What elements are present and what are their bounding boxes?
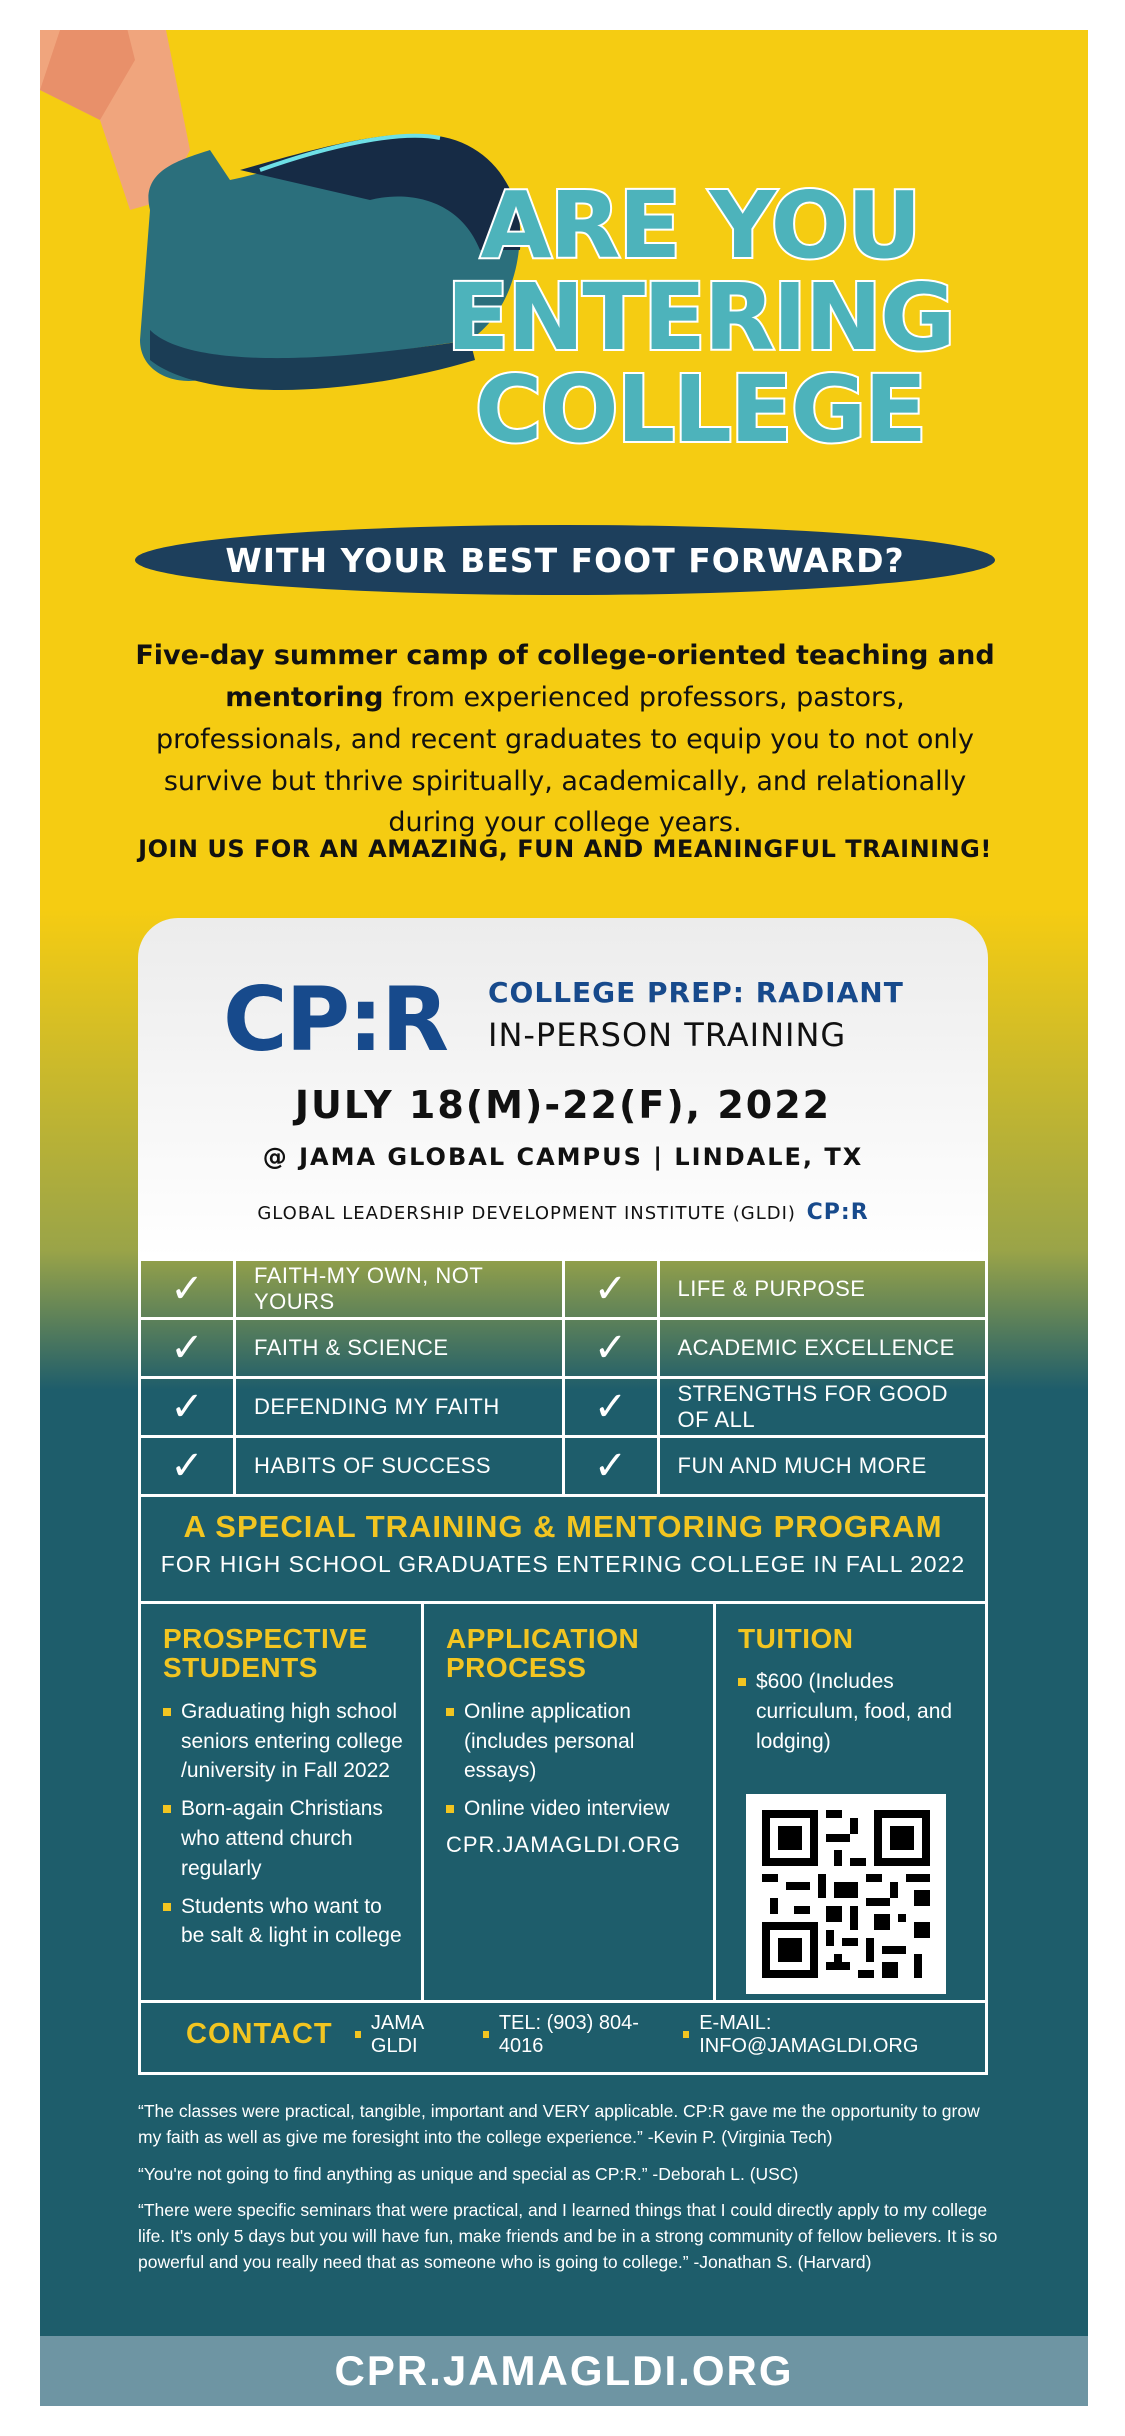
program-format: IN-PERSON TRAINING <box>488 1016 847 1054</box>
program-dates: JULY 18(M)-22(F), 2022 <box>294 1083 832 1127</box>
headline-line-1: ARE YOU <box>480 172 920 279</box>
testimonial: “There were specific seminars that were practical, and I learned things that I could directly apply to my college life. It's only 5 days but you will have fun, make friends and be in a strong community of fellow believers. It is so powerful and you really need that as someone who is going to college.” -Jonathan S. (Harvard) <box>138 2199 998 2273</box>
prospective-students-column <box>141 1604 421 2000</box>
topic-label: DEFENDING MY FAITH <box>254 1394 500 1419</box>
contact-phone[interactable]: TEL: (903) 804-4016 <box>483 2012 665 2058</box>
application-url[interactable]: CPR.JAMAGLDI.ORG <box>446 1832 681 1858</box>
list-item: Online application (includes personal essays) <box>446 1697 695 1786</box>
subheadline-text: WITH YOUR BEST FOOT FORWARD? <box>225 540 905 580</box>
list-item: Graduating high school seniors entering college /university in Fall 2022 <box>163 1697 403 1786</box>
contact-label: CONTACT <box>186 2018 333 2050</box>
topics-grid <box>138 1258 988 1497</box>
info-columns <box>138 1601 988 2003</box>
list-item: Born-again Christians who attend church regularly <box>163 1794 403 1883</box>
headline <box>370 172 1030 463</box>
list-item: $600 (Includes curriculum, food, and lodging) <box>738 1667 967 1756</box>
intro-lead: Five-day summer camp of college-oriented teaching and mentoring <box>135 640 995 713</box>
contact-bar <box>138 1997 988 2075</box>
topic-label: FAITH & SCIENCE <box>254 1335 449 1360</box>
special-title: A SPECIAL TRAINING & MENTORING PROGRAM <box>183 1509 943 1544</box>
topic-label: ACADEMIC EXCELLENCE <box>660 1320 989 1376</box>
footer-url[interactable]: CPR.JAMAGLDI.ORG <box>334 2347 794 2394</box>
list-item: Online video interview <box>446 1794 695 1824</box>
subheadline-banner <box>135 525 995 595</box>
tuition-column <box>713 1604 985 2000</box>
application-column <box>421 1604 713 2000</box>
join-callout: JOIN US FOR AN AMAZING, FUN AND MEANINGFUL TRAINING! <box>138 835 992 863</box>
tuition-title: TUITION <box>738 1623 854 1654</box>
topic-label: FAITH-MY OWN, NOT YOURS <box>254 1263 483 1314</box>
testimonial: “The classes were practical, tangible, important and VERY applicable. CP:R gave me the opportunity to grow my faith as well as give me foresight into the college experience.” -Kevin P. (Virginia Tech) <box>138 2101 980 2148</box>
check-icon: ✓ <box>562 1320 660 1376</box>
application-title: APPLICATION PROCESS <box>446 1623 640 1684</box>
topic-label: LIFE & PURPOSE <box>660 1261 989 1317</box>
check-icon: ✓ <box>562 1438 660 1494</box>
headline-line-2: ENTERING <box>446 264 954 371</box>
footer-banner <box>40 2336 1088 2406</box>
check-icon: ✓ <box>562 1261 660 1317</box>
special-program-banner <box>138 1491 988 1604</box>
check-icon: ✓ <box>138 1261 236 1317</box>
topic-label: HABITS OF SUCCESS <box>254 1453 492 1478</box>
cpr-logo: CP:R <box>223 968 448 1071</box>
poster <box>40 30 1088 2406</box>
topic-label: FUN AND MUCH MORE <box>660 1438 989 1494</box>
topic-label: STRENGTHS FOR GOOD OF ALL <box>660 1379 989 1435</box>
check-icon: ✓ <box>138 1379 236 1435</box>
organization-logo: CP:R <box>806 1200 869 1225</box>
contact-email[interactable]: E-MAIL: INFO@JAMAGLDI.ORG <box>683 2012 967 2058</box>
topic-row <box>138 1438 988 1497</box>
program-card <box>138 918 988 1258</box>
topic-row <box>138 1379 988 1438</box>
topic-row <box>138 1261 988 1320</box>
program-name: COLLEGE PREP: RADIANT <box>488 976 904 1009</box>
program-venue: @ JAMA GLOBAL CAMPUS | LINDALE, TX <box>262 1143 864 1171</box>
check-icon: ✓ <box>562 1379 660 1435</box>
intro-paragraph <box>130 635 1000 844</box>
testimonials <box>138 2098 998 2286</box>
organization-name: GLOBAL LEADERSHIP DEVELOPMENT INSTITUTE (GLDI) <box>257 1203 796 1224</box>
intro-rest: from experienced professors, pastors, professionals, and recent graduates to equip you to not only survive but thrive spiritually, academically, and relationally during your college years. <box>155 681 975 839</box>
testimonial: “You're not going to find anything as unique and special as CP:R.” -Deborah L. (USC) <box>138 2163 799 2184</box>
organization-line <box>138 1200 988 1225</box>
headline-line-3: COLLEGE <box>474 356 926 463</box>
check-icon: ✓ <box>138 1438 236 1494</box>
prospective-title: PROSPECTIVE STUDENTS <box>163 1623 368 1684</box>
topic-row <box>138 1320 988 1379</box>
qr-code-icon[interactable] <box>746 1794 946 1994</box>
check-icon: ✓ <box>138 1320 236 1376</box>
contact-org: JAMA GLDI <box>355 2012 465 2058</box>
list-item: Students who want to be salt & light in college <box>163 1892 403 1952</box>
special-subtitle: FOR HIGH SCHOOL GRADUATES ENTERING COLLEGE IN FALL 2022 <box>160 1551 966 1577</box>
